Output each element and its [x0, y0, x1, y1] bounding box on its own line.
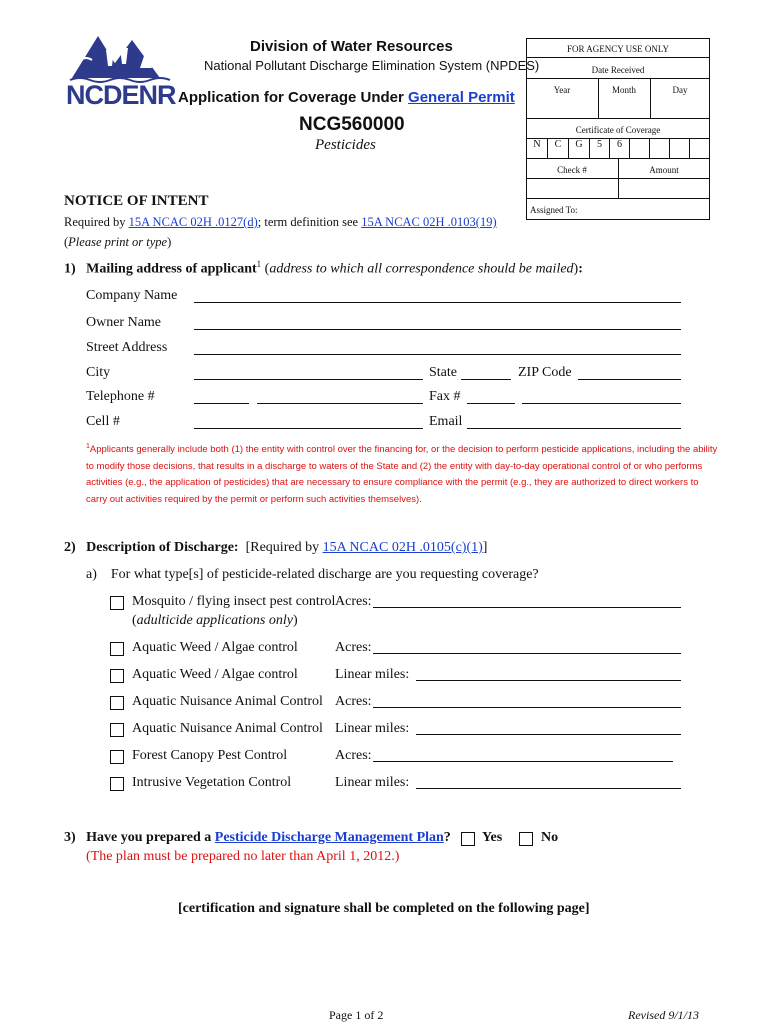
zip-field[interactable] [578, 379, 681, 380]
state-label: State [429, 365, 457, 380]
revised-date: Revised 9/1/13 [628, 1008, 699, 1022]
fax-area-field[interactable] [467, 403, 515, 404]
aquatic-animal-acres-checkbox[interactable] [110, 696, 124, 710]
amount-label: Amount [649, 165, 679, 175]
pdmp-yes-checkbox[interactable] [461, 832, 475, 846]
section2-heading: 2) Description of Discharge: [Required by 15A NCAC 02H .0105(c)(1)] [64, 540, 488, 555]
intrusive-vegetation-label: Intrusive Vegetation Control [132, 775, 292, 790]
email-field[interactable] [467, 428, 681, 429]
city-field[interactable] [194, 379, 423, 380]
pdmp-link[interactable]: Pesticide Discharge Management Plan [214, 830, 444, 845]
aquatic-animal-miles-unit: Linear miles: [335, 721, 410, 736]
pdmp-no-label: No [541, 830, 559, 845]
aquatic-animal-label: Aquatic Nuisance Animal Control [132, 694, 323, 709]
intrusive-vegetation-unit: Linear miles: [335, 775, 410, 790]
aquatic-weed-label: Aquatic Weed / Algae control [132, 640, 298, 655]
aquatic-weed-acres-field[interactable] [373, 653, 681, 654]
aquatic-animal-miles-checkbox[interactable] [110, 723, 124, 737]
mosquito-unit: Acres: [335, 594, 372, 609]
discharge-question: a) For what type[s] of pesticide-related discharge are you requesting coverage? [86, 567, 539, 582]
owner-name-field[interactable] [194, 329, 681, 330]
mosquito-acres-field[interactable] [373, 607, 681, 608]
forest-canopy-label: Forest Canopy Pest Control [132, 748, 288, 763]
logo-text: NCDENR [66, 80, 176, 110]
fax-number-field[interactable] [522, 403, 681, 404]
forest-canopy-unit: Acres: [335, 748, 372, 763]
street-address-field[interactable] [194, 354, 681, 355]
check-label: Check # [557, 165, 587, 175]
zip-label: ZIP Code [518, 365, 572, 380]
mosquito-checkbox[interactable] [110, 596, 124, 610]
rule-0103-link[interactable]: 15A NCAC 02H .0103(19) [361, 215, 497, 229]
ncdenr-logo [66, 30, 176, 110]
fax-label: Fax # [429, 389, 461, 404]
telephone-area-field[interactable] [194, 403, 249, 404]
month-label: Month [611, 85, 636, 95]
coverage-char: G [575, 139, 583, 150]
pdmp-yes-label: Yes [482, 830, 503, 845]
aquatic-weed-miles-checkbox[interactable] [110, 669, 124, 683]
notice-title: NOTICE OF INTENT [64, 193, 209, 209]
applicant-footnote: $^1$Applicants generally include both (1) the entity with control over the financing for, or the decision to perform pesticide applications, including the ability to modify those decisions, that results in a discharge to waters of the State and (2) the entity with day-to-day operational control of or who performs activities (e.g., the application of pesticides) that are necessary to ensure compliance with the permit (e.g., they are authorized to direct workers to carry out activities required by the permit or perform such activities themselves). [86, 443, 718, 505]
mosquito-note: (adulticide applications only) [132, 613, 298, 628]
coverage-char: N [533, 139, 541, 150]
telephone-label: Telephone # [86, 389, 155, 404]
year-label: Year [553, 85, 571, 95]
page-number: Page 1 of 2 [329, 1008, 384, 1022]
division-title: Division of Water Resources [250, 38, 453, 55]
city-label: City [86, 365, 111, 380]
forest-canopy-checkbox[interactable] [110, 750, 124, 764]
general-permit-link[interactable]: General Permit [408, 89, 515, 106]
coverage-char: C [554, 139, 562, 150]
telephone-number-field[interactable] [257, 403, 423, 404]
aquatic-weed-miles-field[interactable] [416, 680, 681, 681]
date-received-label: Date Received [591, 65, 645, 75]
day-label: Day [672, 85, 688, 95]
agency-box-title: FOR AGENCY USE ONLY [566, 44, 670, 54]
application-title: Application for Coverage Under General Permit [178, 89, 515, 106]
intrusive-vegetation-miles-field[interactable] [416, 788, 681, 789]
assigned-to-label: Assigned To: [530, 205, 578, 215]
state-field[interactable] [461, 379, 511, 380]
permit-number: NCG560000 [299, 114, 405, 135]
pdmp-no-checkbox[interactable] [519, 832, 533, 846]
intrusive-vegetation-checkbox[interactable] [110, 777, 124, 791]
aquatic-weed-miles-unit: Linear miles: [335, 667, 410, 682]
aquatic-weed-label: Aquatic Weed / Algae control [132, 667, 298, 682]
aquatic-animal-acres-unit: Acres: [335, 694, 372, 709]
section1-heading: 1) Mailing address of applicant$^1$ (address to which all correspondence should be mailed): [64, 259, 583, 277]
aquatic-weed-acres-unit: Acres: [335, 640, 372, 655]
cell-label: Cell # [86, 414, 120, 429]
rule-0105-link[interactable]: 15A NCAC 02H .0105(c)(1) [322, 540, 483, 555]
company-name-field[interactable] [194, 302, 681, 303]
pdmp-deadline-note: (The plan must be prepared no later than April 1, 2012.) [86, 849, 400, 864]
aquatic-animal-label: Aquatic Nuisance Animal Control [132, 721, 323, 736]
coverage-char: 6 [617, 139, 622, 150]
forest-canopy-acres-field[interactable] [373, 761, 673, 762]
coverage-char: 5 [597, 139, 602, 150]
aquatic-animal-acres-field[interactable] [373, 707, 681, 708]
email-label: Email [429, 414, 463, 429]
program-title: National Pollutant Discharge Elimination System (NPDES) [204, 58, 540, 73]
certification-note: [certification and signature shall be completed on the following page] [178, 901, 590, 916]
print-note: (Please print or type) [64, 235, 172, 249]
aquatic-weed-acres-checkbox[interactable] [110, 642, 124, 656]
certificate-label: Certificate of Coverage [575, 125, 661, 135]
mosquito-label: Mosquito / flying insect pest control [132, 594, 336, 609]
aquatic-animal-miles-field[interactable] [416, 734, 681, 735]
permit-subject: Pesticides [315, 137, 376, 153]
cell-field[interactable] [194, 428, 423, 429]
section3-heading: 3) Have you prepared a Pesticide Discharge Management Plan? [64, 830, 451, 845]
street-address-label: Street Address [86, 340, 168, 355]
owner-name-label: Owner Name [86, 315, 162, 330]
rule-0127-link[interactable]: 15A NCAC 02H .0127(d) [128, 215, 258, 229]
notice-required-line: Required by 15A NCAC 02H .0127(d); term definition see 15A NCAC 02H .0103(19) [64, 215, 497, 229]
company-name-label: Company Name [86, 288, 178, 303]
